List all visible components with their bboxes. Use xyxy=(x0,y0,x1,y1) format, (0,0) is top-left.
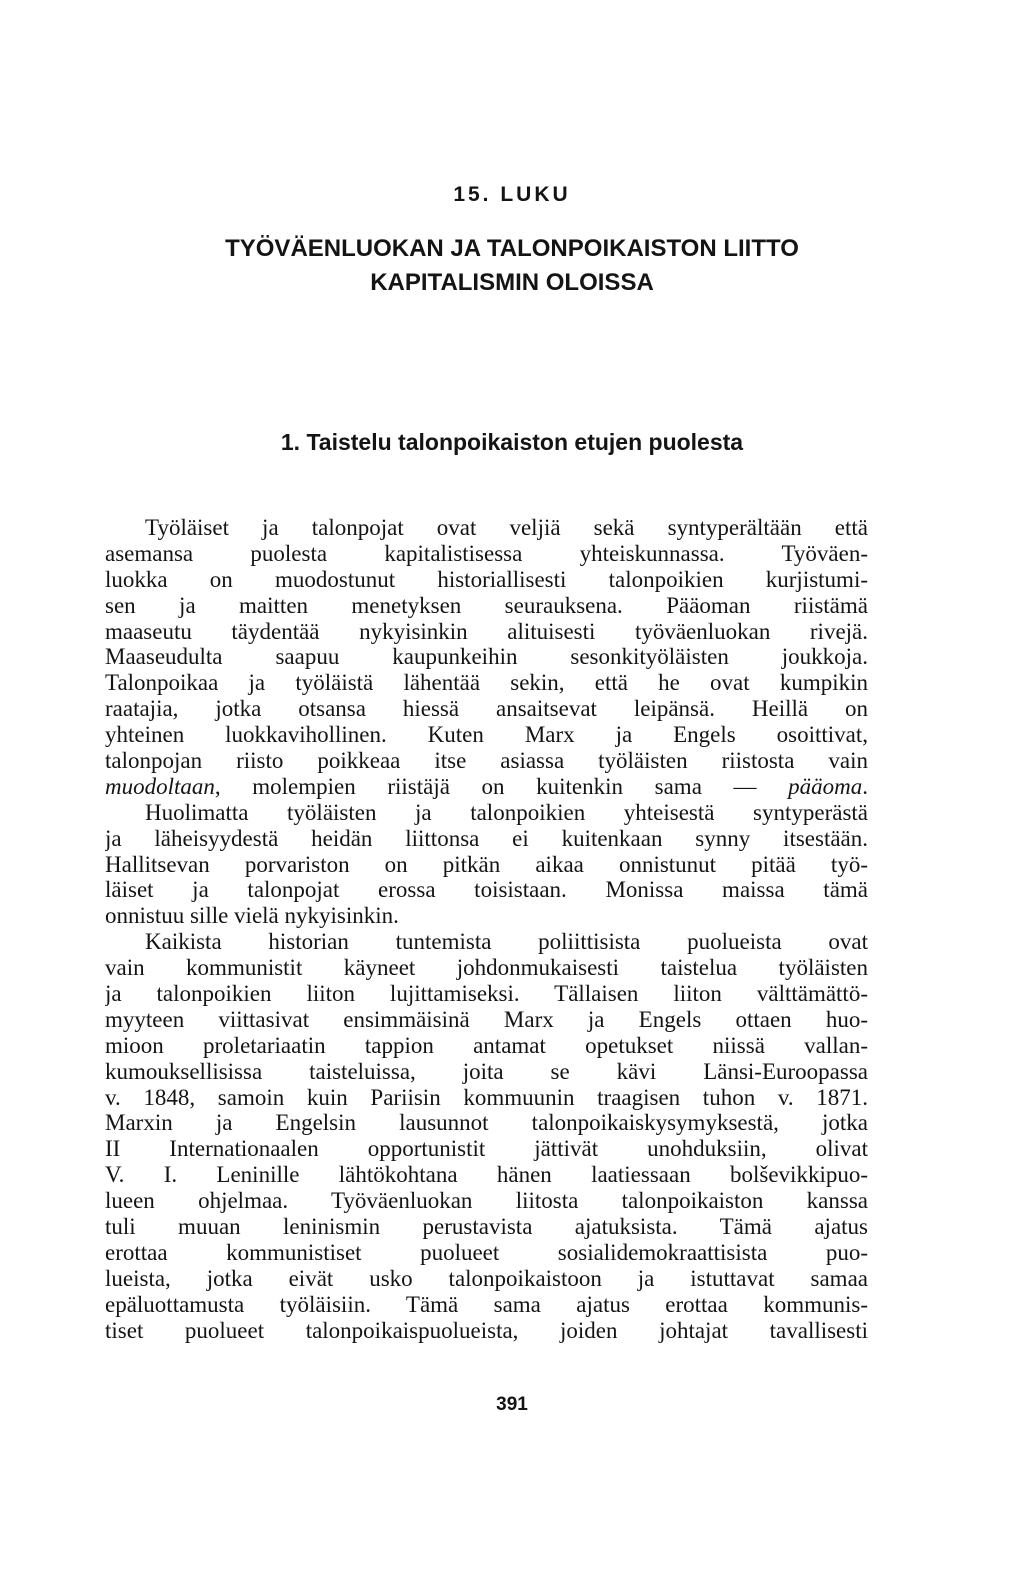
text-line: V. I. Leninille lähtökohtana hänen laatiessaan bolševikkipuo- xyxy=(105,1162,868,1188)
emphasis-text: pääoma xyxy=(788,773,863,799)
text-line: Talonpoikaa ja työläistä lähentää sekin, että he ovat kumpikin xyxy=(105,670,868,696)
text-line: Marxin ja Engelsin lausunnot talonpoikaiskysymyksestä, jotka xyxy=(105,1110,868,1136)
text-line: ja talonpoikien liiton lujittamiseksi. Tällaisen liiton välttämättö- xyxy=(105,981,868,1007)
text-line: Työläiset ja talonpojat ovat veljiä sekä syntyperältään että xyxy=(145,515,868,540)
text-line: epäluottamusta työläisiin. Tämä sama ajatus erottaa kommunis- xyxy=(105,1291,868,1317)
text-line: muodoltaan, molempien riistäjä on kuitenkin sama — pääoma. xyxy=(105,773,868,799)
text-line: II Internationaalen opportunistit jättivät unohduksiin, olivat xyxy=(105,1136,868,1162)
text-line: maaseutu täydentää nykyisinkin alituisesti työväenluokan rivejä. xyxy=(105,618,868,644)
text-line: tuli muuan leninismin perustavista ajatuksista. Tämä ajatus xyxy=(105,1214,868,1240)
text-line: Huolimatta työläisten ja talonpoikien yhteisestä syntyperästä xyxy=(145,799,868,825)
text-line: erottaa kommunistiset puolueet sosialidemokraattisista puo- xyxy=(105,1239,868,1265)
text-line: asemansa puolesta kapitalistisessa yhteiskunnassa. Työväen- xyxy=(105,540,868,566)
text-line: Maaseudulta saapuu kaupunkeihin sesonkityöläisten joukkoja. xyxy=(105,644,868,670)
text-line: läiset ja talonpojat erossa toisistaan. Monissa maissa tämä xyxy=(105,877,868,903)
text-line: kumouksellisissa taisteluissa, joita se kävi Länsi-Euroopassa xyxy=(105,1058,868,1084)
text-line: lueen ohjelmaa. Työväenluokan liitosta talonpoikaiston kanssa xyxy=(105,1188,868,1214)
text-line: tiset puolueet talonpoikaispuolueista, joiden johtajat tavallisesti xyxy=(105,1317,868,1343)
emphasis-text: muodoltaan xyxy=(105,773,215,799)
text-line: vain kommunistit käyneet johdonmukaisesti taistelua työläisten xyxy=(105,955,868,981)
section-heading: 1. Taistelu talonpoikaiston etujen puolesta xyxy=(280,429,744,455)
body-text xyxy=(105,515,868,1344)
text-line: v. 1848, samoin kuin Pariisin kommuunin traagisen tuhon v. 1871. xyxy=(105,1084,868,1110)
chapter-title-line: TYÖVÄENLUOKAN JA TALONPOIKAISTON LIITTO xyxy=(225,235,799,262)
text-line: ja läheisyydestä heidän liittonsa ei kuitenkaan synny itsestään. xyxy=(105,825,868,851)
text-line: Hallitsevan porvariston on pitkän aikaa onnistunut pitää työ- xyxy=(105,851,868,877)
text-line: myyteen viittasivat ensimmäisinä Marx ja Engels ottaen huo- xyxy=(105,1006,868,1032)
text-line: yhteinen luokkavihollinen. Kuten Marx ja Engels osoittivat, xyxy=(105,722,868,748)
page-number: 391 xyxy=(496,1394,528,1415)
chapter-number: 15. LUKU xyxy=(453,183,571,206)
text-line: luokka on muodostunut historiallisesti talonpoikien kurjistumi- xyxy=(105,566,868,592)
text-line: lueista, jotka eivät usko talonpoikaistoon ja istuttavat samaa xyxy=(105,1265,868,1291)
text-line: sen ja maitten menetyksen seurauksena. Pääoman riistämä xyxy=(105,592,868,618)
text-line: talonpojan riisto poikkeaa itse asiassa työläisten riistosta vain xyxy=(105,748,868,774)
text-line: Kaikista historian tuntemista poliittisista puolueista ovat xyxy=(145,929,868,955)
text-line: onnistuu sille vielä nykyisinkin. xyxy=(105,903,399,929)
chapter-title xyxy=(0,232,1024,300)
text-line: mioon proletariaatin tappion antamat opetukset niissä vallan- xyxy=(105,1032,868,1058)
text-line: raatajia, jotka otsansa hiessä ansaitsevat leipänsä. Heillä on xyxy=(105,696,868,722)
chapter-title-line: KAPITALISMIN OLOISSA xyxy=(370,269,654,296)
